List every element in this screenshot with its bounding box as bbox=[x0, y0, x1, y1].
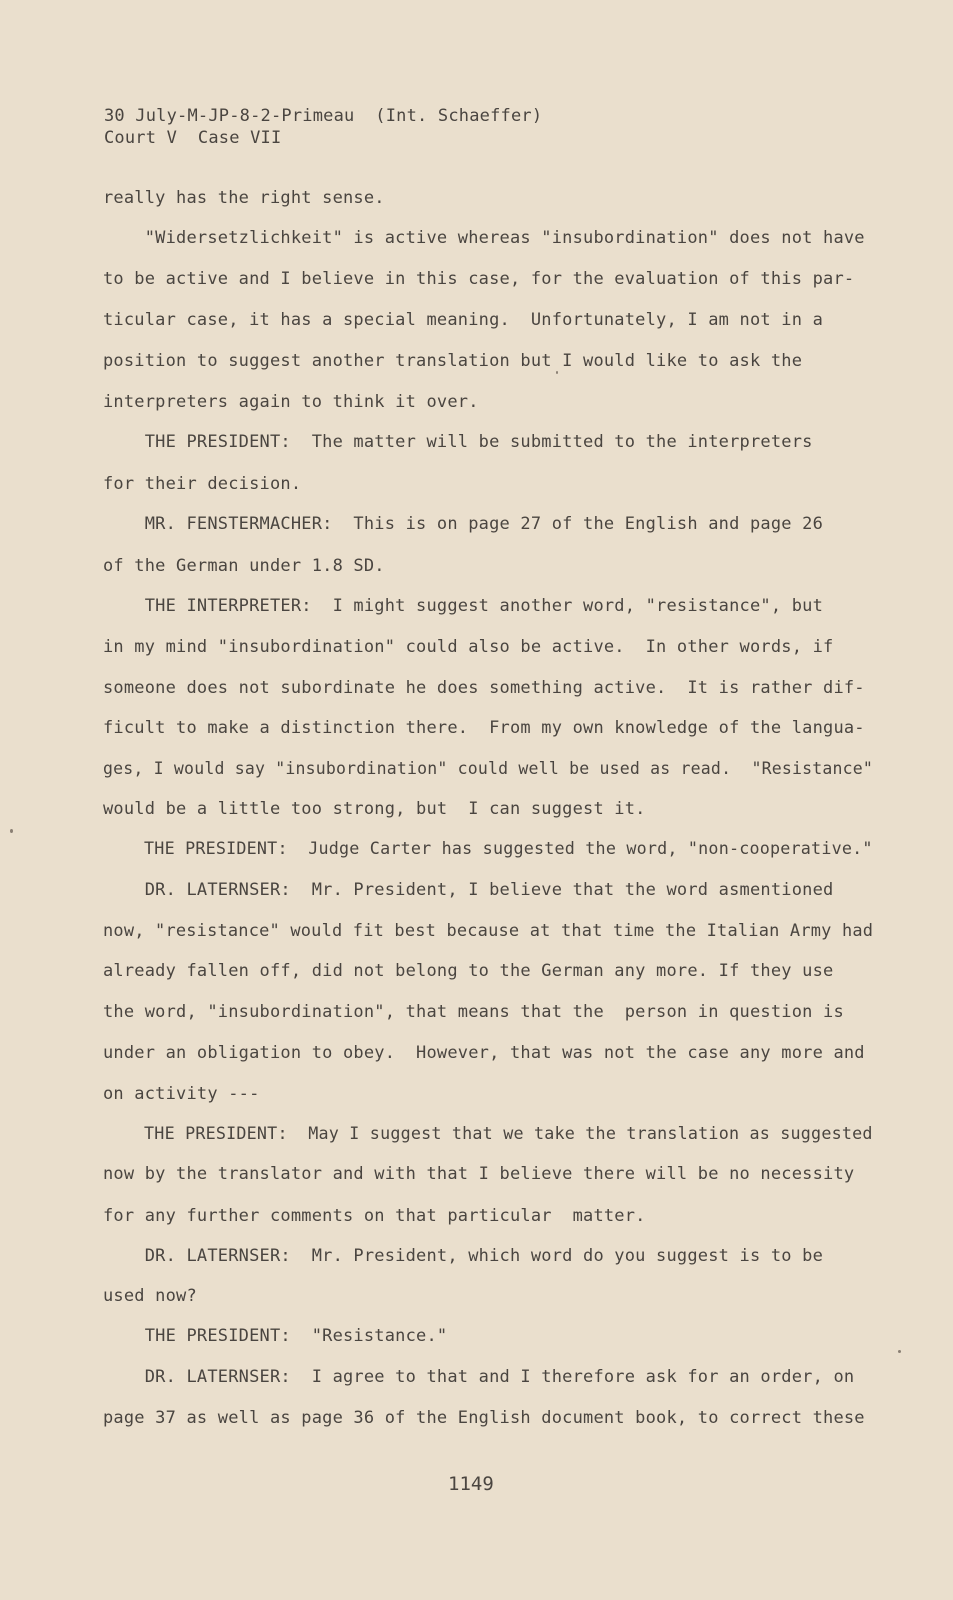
text-line: the word, "insubordination", that means that the person in question is bbox=[103, 1002, 844, 1022]
text-line: position to suggest another translation but I would like to ask the bbox=[103, 351, 803, 371]
text-line: MR. FENSTERMACHER: This is on page 27 of the English and page 26 bbox=[103, 514, 824, 534]
paper-speck bbox=[556, 371, 558, 374]
text-line: already fallen off, did not belong to the German any more. If they use bbox=[103, 961, 834, 981]
text-line: THE PRESIDENT: "Resistance." bbox=[103, 1326, 448, 1346]
text-line: DR. LATERNSER: I agree to that and I therefore ask for an order, on bbox=[103, 1367, 855, 1387]
text-line: THE PRESIDENT: Judge Carter has suggested the word, "non-cooperative." bbox=[103, 839, 873, 859]
text-line: for their decision. bbox=[103, 474, 302, 494]
text-line: someone does not subordinate he does something active. It is rather dif- bbox=[103, 678, 865, 698]
text-line: DR. LATERNSER: Mr. President, which word do you suggest is to be bbox=[103, 1246, 824, 1266]
text-line: THE PRESIDENT: The matter will be submitted to the interpreters bbox=[103, 432, 813, 452]
text-line: THE INTERPRETER: I might suggest another word, "resistance", but bbox=[103, 596, 824, 616]
text-line: now by the translator and with that I believe there will be no necessity bbox=[103, 1164, 855, 1184]
page-number: 1149 bbox=[448, 1473, 494, 1495]
header-line-2: Court V Case VII bbox=[104, 128, 282, 148]
paper-speck bbox=[898, 1350, 901, 1353]
text-line: "Widersetzlichkeit" is active whereas "insubordination" does not have bbox=[103, 228, 865, 248]
paper-speck bbox=[10, 829, 13, 833]
text-line: really has the right sense. bbox=[103, 188, 385, 208]
header-line-1: 30 July-M-JP-8-2-Primeau (Int. Schaeffer) bbox=[104, 106, 543, 126]
text-line: now, "resistance" would fit best because at that time the Italian Army had bbox=[103, 921, 874, 941]
text-line: interpreters again to think it over. bbox=[103, 392, 479, 412]
text-line: of the German under 1.8 SD. bbox=[103, 556, 385, 576]
text-line: on activity --- bbox=[103, 1084, 260, 1104]
text-line: ges, I would say "insubordination" could well be used as read. "Resistance" bbox=[103, 759, 874, 779]
text-line: ficult to make a distinction there. From my own knowledge of the langua- bbox=[103, 718, 865, 738]
text-line: ticular case, it has a special meaning. Unfortunately, I am not in a bbox=[103, 310, 824, 330]
text-line: page 37 as well as page 36 of the English document book, to correct these bbox=[103, 1408, 865, 1428]
text-line: THE PRESIDENT: May I suggest that we take the translation as suggested bbox=[103, 1124, 873, 1144]
text-line: to be active and I believe in this case, for the evaluation of this par- bbox=[103, 269, 855, 289]
text-line: under an obligation to obey. However, that was not the case any more and bbox=[103, 1043, 865, 1063]
text-line: DR. LATERNSER: Mr. President, I believe that the word asmentioned bbox=[103, 880, 834, 900]
text-line: would be a little too strong, but I can suggest it. bbox=[103, 799, 646, 819]
text-line: for any further comments on that particular matter. bbox=[103, 1206, 646, 1226]
text-line: used now? bbox=[103, 1286, 197, 1306]
text-line: in my mind "insubordination" could also be active. In other words, if bbox=[103, 637, 834, 657]
